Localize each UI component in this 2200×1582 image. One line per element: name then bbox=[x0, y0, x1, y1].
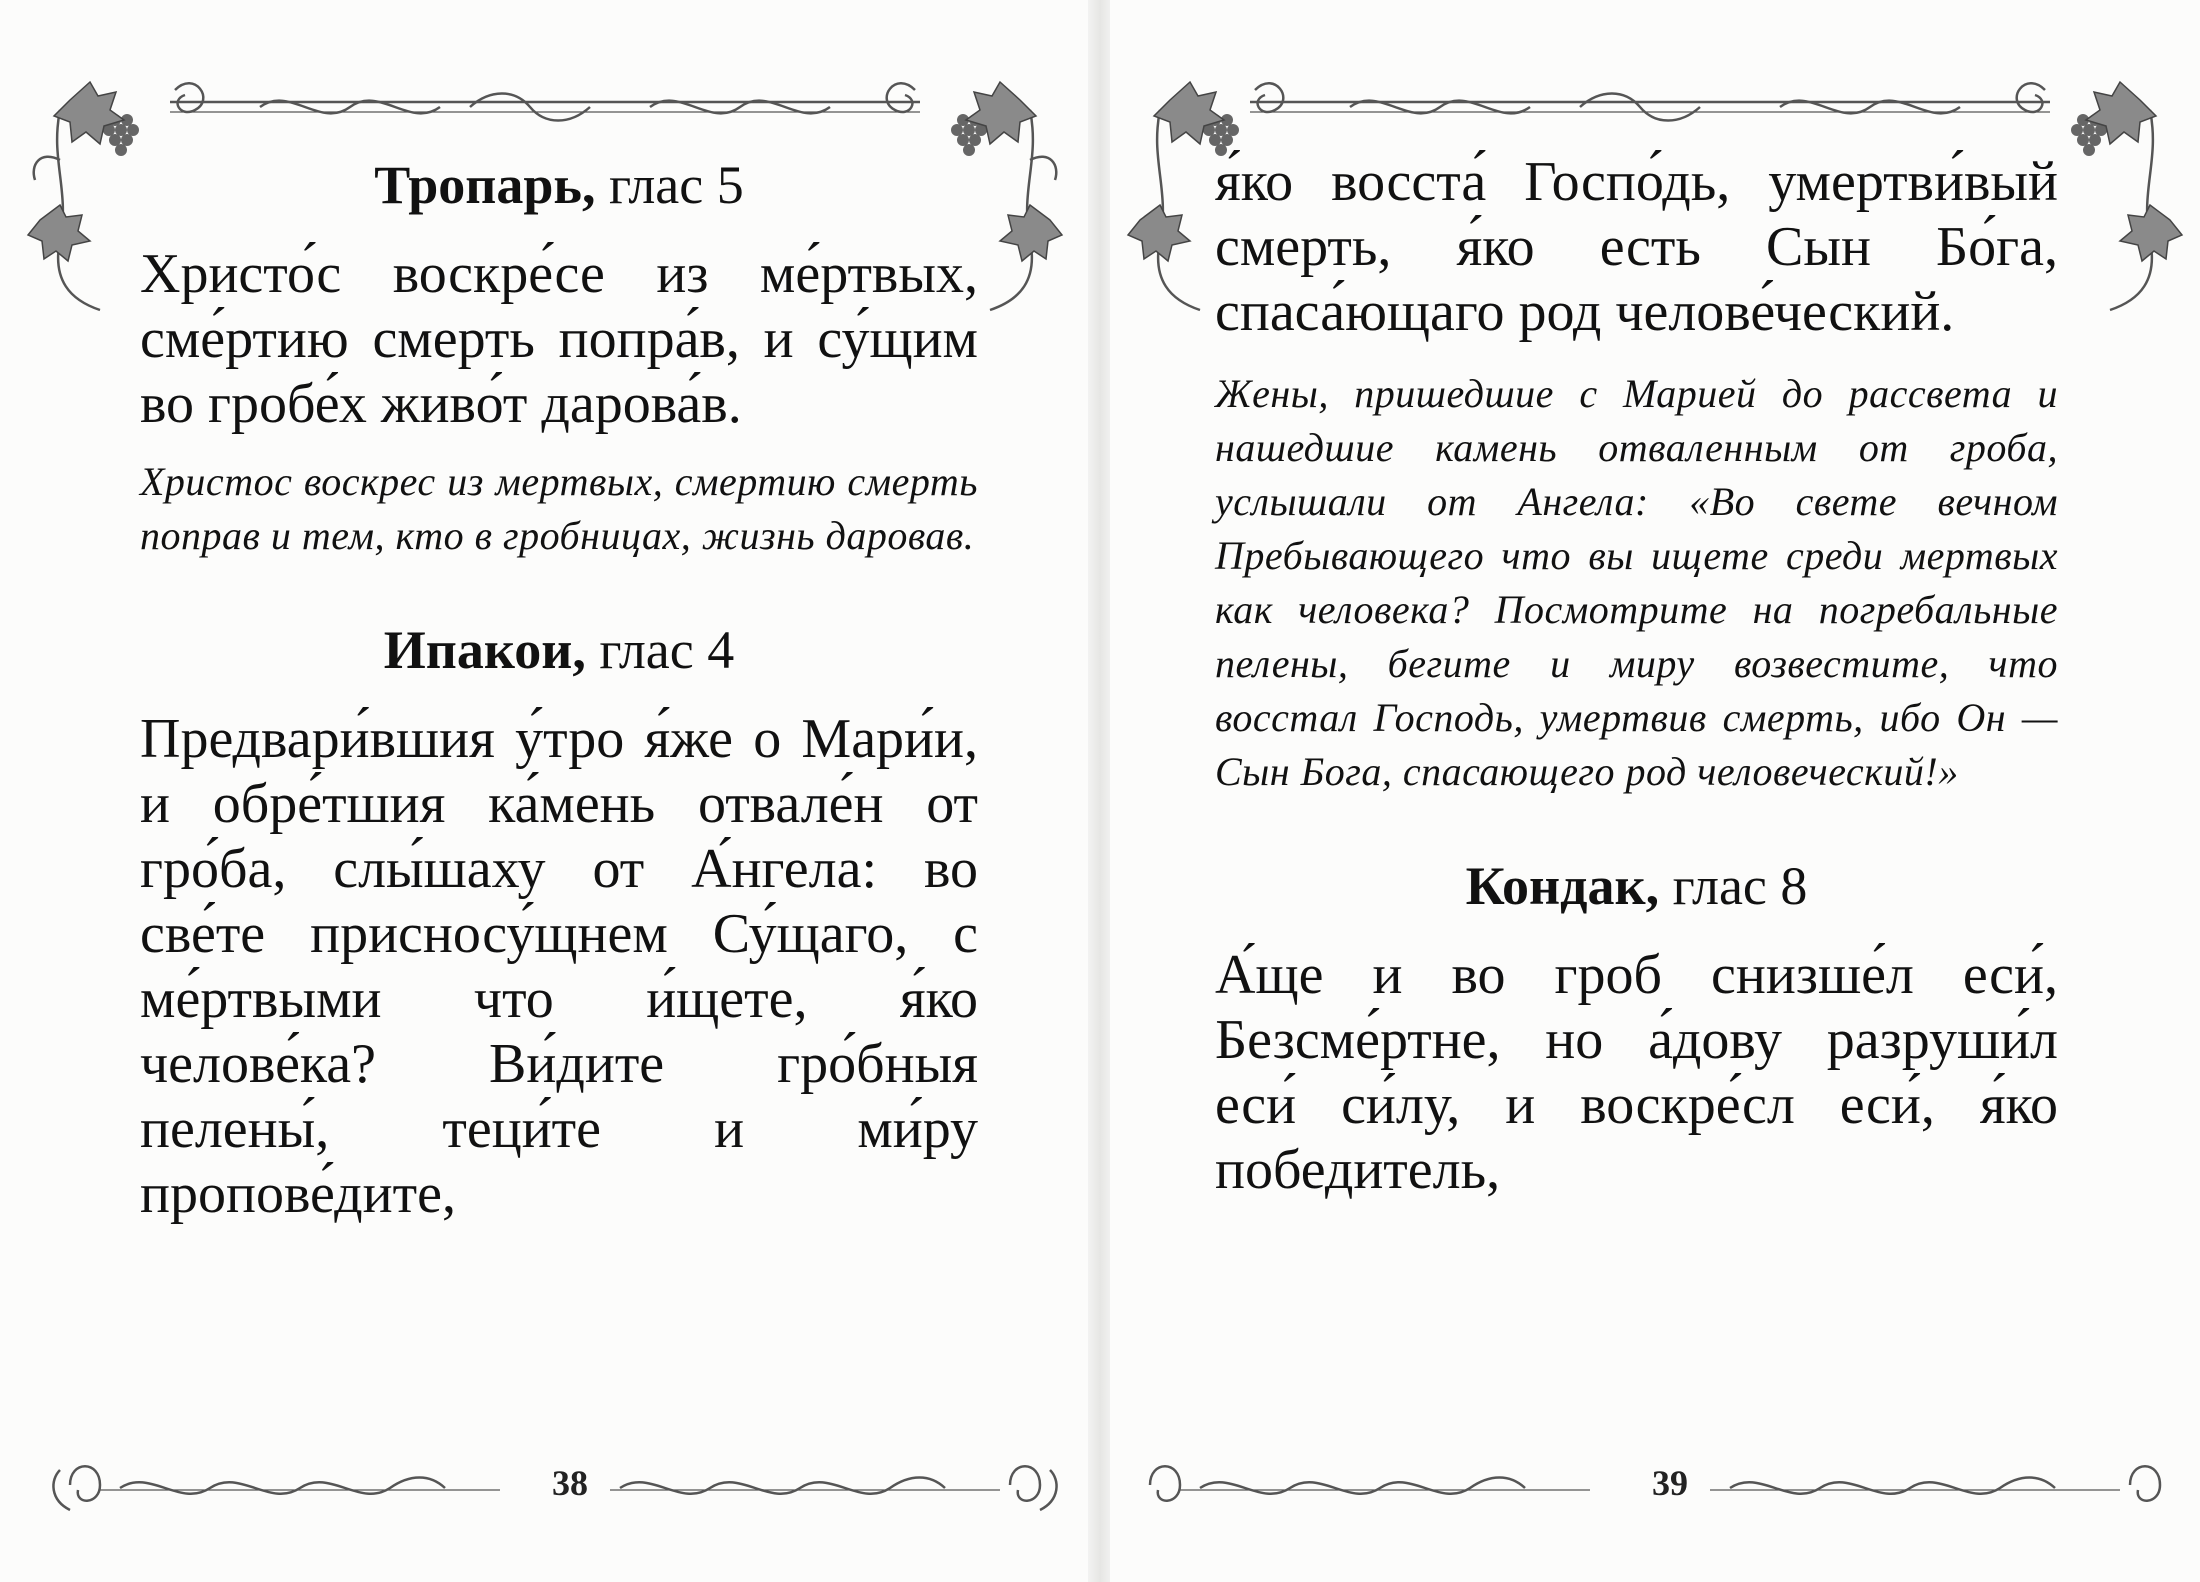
kontakion-title: Кондак, bbox=[1465, 856, 1660, 916]
troparion-voice: глас 5 bbox=[608, 155, 744, 215]
page-38-content bbox=[140, 150, 978, 1227]
hypakoe-heading bbox=[140, 615, 978, 685]
page-39-content bbox=[1215, 150, 2058, 1203]
hypakoe-translation: Жены, пришедшие с Марией до рассвета и нашедшие камень отваленным от гроба, услышали от Ангела: «Во свете вечном Пребывающего что вы ищете среди мертвых как человека? Посмотрите на погребальные пелены, бегите и миру возвестите, что восстал Господь, умертвив смерть, ибо Он — Сын Бога, спасающего род человеческий!» bbox=[1215, 371, 2058, 794]
hypakoe-continued-text: я́ко восста́ Госпо́дь, умертви́вый смерть, я́ко есть Сын Бо́га, спаса́ющаго род челове́ческий. bbox=[1215, 151, 2058, 343]
page-number-39: 39 bbox=[1652, 1463, 1688, 1503]
hypakoe-title: Ипакои, bbox=[383, 620, 586, 680]
troparion-title: Тропарь, bbox=[374, 155, 596, 215]
page-38 bbox=[0, 0, 1090, 1582]
page-number-38: 38 bbox=[552, 1463, 588, 1503]
kontakion-text: А́ще и во гроб снизше́л еси́, Безсме́ртне, но а́дову разруши́л еси́ си́лу, и воскре́сл еси́, я́ко победитель, bbox=[1215, 944, 2058, 1201]
troparion-translation: Христос воскрес из мертвых, смертию смерть поправ и тем, кто в гробницах, жизнь даровав. bbox=[140, 459, 978, 558]
troparion-heading bbox=[140, 150, 978, 220]
kontakion-voice: глас 8 bbox=[1672, 856, 1808, 916]
book-gutter bbox=[1088, 0, 1112, 1582]
kontakion-heading bbox=[1215, 851, 2058, 921]
hypakoe-voice: глас 4 bbox=[599, 620, 735, 680]
troparion-text: Христо́с воскре́се из ме́ртвых, сме́ртию смерть попра́в, и су́щим во гробе́х живо́т дарова́в. bbox=[140, 243, 978, 435]
page-39 bbox=[1110, 0, 2200, 1582]
hypakoe-text: Предвари́вшия у́тро я́же о Мари́и, и обре́тшия ка́мень отвале́н от гро́ба, слы́шаху от А́нгела: во све́те присносу́щнем Су́щаго, с ме́ртвыми что и́щете, я́ко челове́ка? Ви́дите гро́бныя пелены́, теци́те и ми́ру пропове́дите, bbox=[140, 708, 978, 1225]
